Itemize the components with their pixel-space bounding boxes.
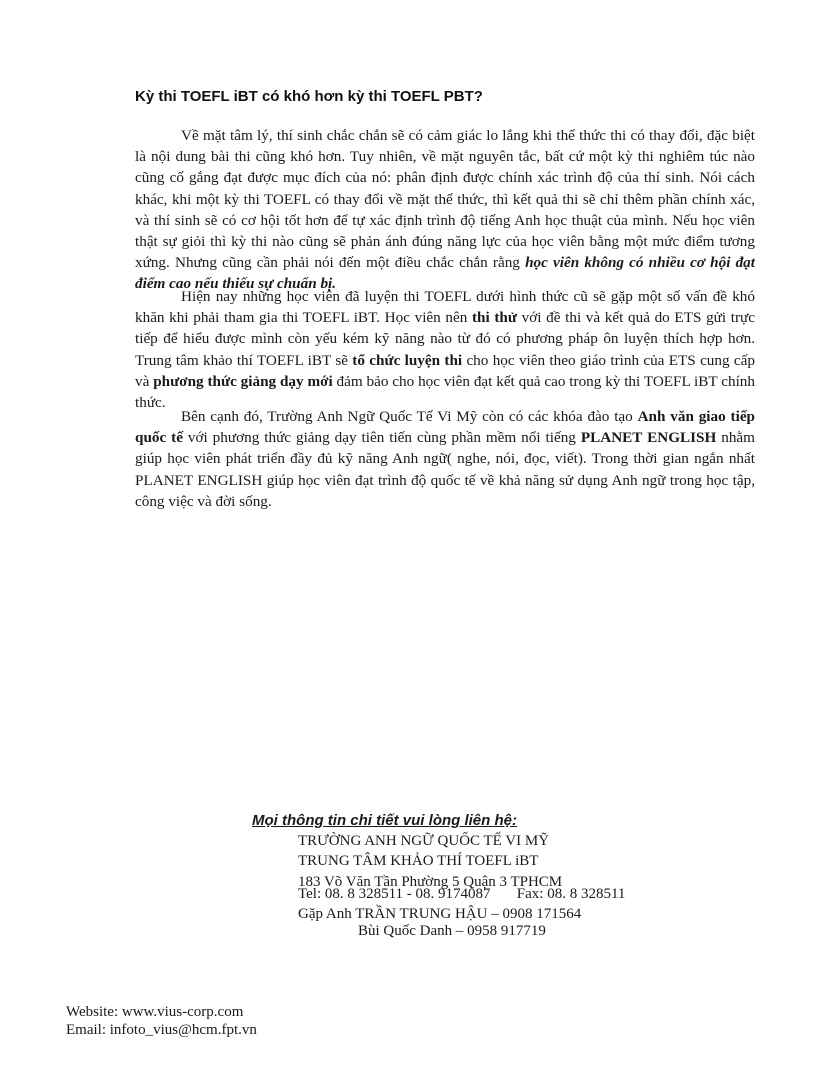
footer-website[interactable]: Website: www.vius-corp.com xyxy=(66,1004,244,1020)
contact-school: TRƯỜNG ANH NGỮ QUỐC TẾ VI MỸ xyxy=(298,833,550,849)
paragraph-2 xyxy=(135,286,755,413)
contact-person-1: Gặp Anh TRẦN TRUNG HẬU – 0908 171564 xyxy=(298,906,582,922)
paragraph-2-part4: đảm bảo cho học viên đạt kết quả cao trong kỳ thi TOEFL iBT chính thức. xyxy=(135,372,755,412)
paragraph-3-part3: nhằm giúp học viên phát triển đầy đủ kỹ năng Anh ngữ( nghe, nói, đọc, viết). Trong thời gian ngắn nhất PLANET ENGLISH giúp học viên đạt trình độ quốc tế về khả năng sử dụng Anh ngữ trong học tập, công việc và đời sống. xyxy=(135,429,755,510)
paragraph-1-text: Về mặt tâm lý, thí sinh chắc chắn sẽ có cảm giác lo lắng khi thể thức thi có thay đổi, đặc biệt là nội dung bài thi cũng khó hơn. Tuy nhiên, về mặt nguyên tắc, bất cứ một kỳ thi nghiêm túc nào cũng cố gắng đạt được mục đích của nó: phân định được chính xác trình độ của thí sinh. Nói cách khác, khi một kỳ thi TOEFL có thay đổi về mặt thể thức, thì kết quả thi sẽ chỉ thêm phần chính xác, và thí sinh sẽ có cơ hội tốt hơn để tự xác định trình độ tiếng Anh học thuật của mình. Nếu học viên thật sự giỏi thì kỳ thi nào cũng sẽ phản ánh đúng năng lực của học viên bằng một mức điểm tương xứng. Nhưng cũng cần phải nói đến một điều chắc chắn rằng xyxy=(135,127,755,272)
contact-heading: Mọi thông tin chi tiết vui lòng liên hệ: xyxy=(252,812,517,829)
paragraph-2-bold2: tổ chức luyện thi xyxy=(352,351,463,369)
contact-phone: Tel: 08. 8 328511 - 08. 9174087 Fax: 08. 8 328511 xyxy=(298,886,626,902)
contact-address: 183 Võ Văn Tần Phường 5 Quận 3 TPHCM xyxy=(298,874,563,890)
paragraph-1-emphasis: học viên không có nhiều cơ hội đạt điểm cao nếu thiếu sự chuẩn bị. xyxy=(135,254,755,293)
footer-email[interactable]: Email: infoto_vius@hcm.fpt.vn xyxy=(66,1022,257,1038)
paragraph-2-bold3: phương thức giảng dạy mới xyxy=(153,372,333,390)
paragraph-3-bold1: Anh văn giao tiếp quốc tế xyxy=(135,408,756,447)
article-title: Kỳ thi TOEFL iBT có khó hơn kỳ thi TOEFL PBT? xyxy=(135,88,483,105)
paragraph-2-part2: với đề thi và kết quả do ETS gửi trực tiếp để hiểu được mình còn yếu kém kỹ năng nào từ đó có phương pháp ôn luyện thích hợp hơn. Trung tâm khảo thí TOEFL iBT sẽ xyxy=(135,309,756,369)
paragraph-3-bold2: PLANET ENGLISH xyxy=(580,429,717,447)
paragraph-2-part1: Hiện nay những học viên đã luyện thi TOEFL dưới hình thức cũ sẽ gặp một số vấn đề khó khăn khi phải tham gia thi TOEFL iBT. Học viên nên xyxy=(135,288,755,327)
paragraph-2-bold1: thi thử xyxy=(472,309,517,327)
paragraph-3 xyxy=(135,406,755,512)
paragraph-1 xyxy=(135,125,755,295)
contact-person-2: Bùi Quốc Danh – 0958 917719 xyxy=(358,923,546,939)
contact-center: TRUNG TÂM KHẢO THÍ TOEFL iBT xyxy=(298,853,539,869)
paragraph-3-part1: Bên cạnh đó, Trường Anh Ngữ Quốc Tế Vi Mỹ còn có các khóa đào tạo xyxy=(181,408,638,425)
paragraph-3-part2: với phương thức giảng dạy tiên tiến cùng phần mềm nổi tiếng xyxy=(182,429,581,447)
paragraph-2-part3: cho học viên theo giáo trình của ETS cung cấp và xyxy=(135,351,755,390)
